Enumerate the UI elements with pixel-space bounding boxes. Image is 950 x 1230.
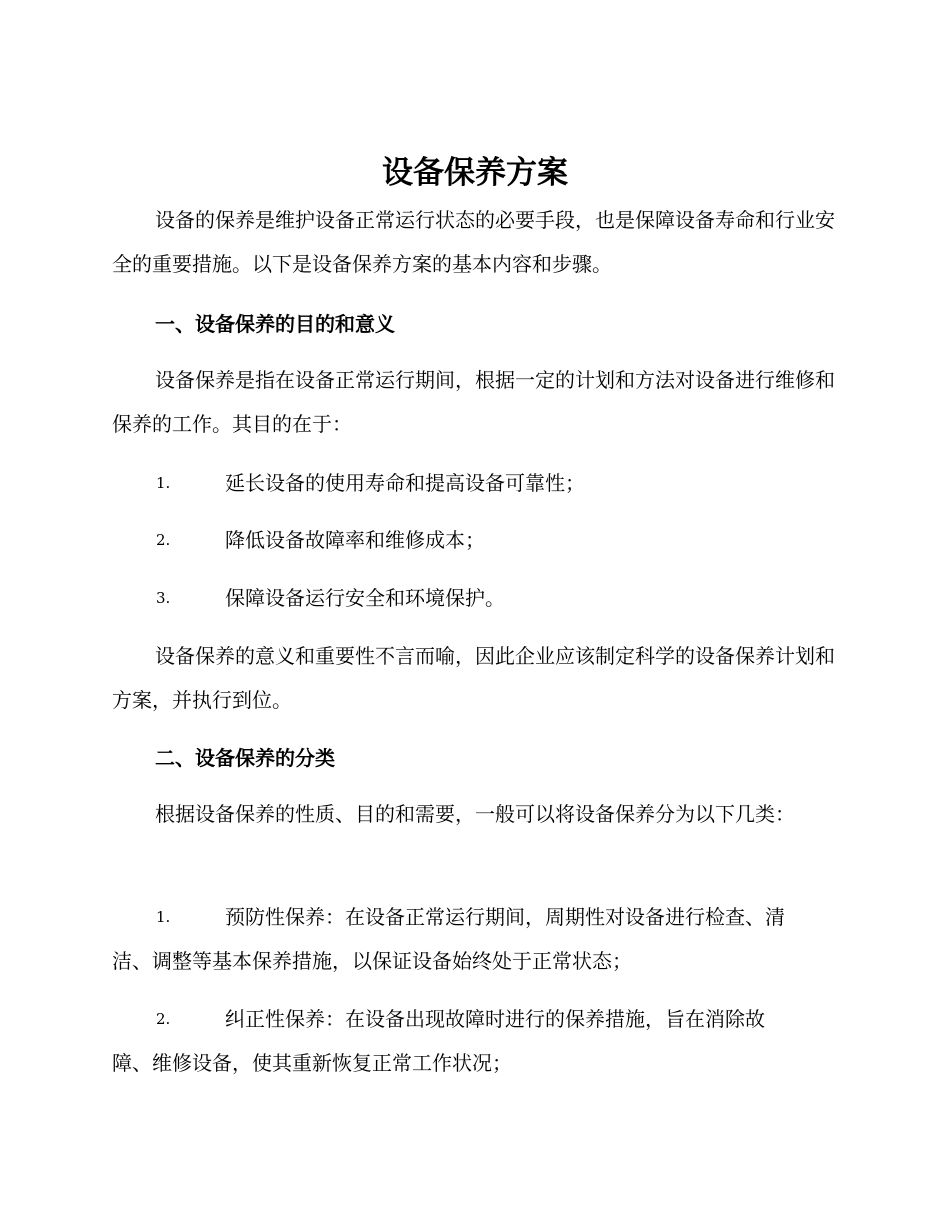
list-item (112, 576, 836, 620)
list-number: 2. (156, 1010, 171, 1028)
section-1-heading: 一、设备保养的目的和意义 (155, 312, 395, 336)
section-1-intro: 设备保养是指在设备正常运行期间，根据一定的计划和方法对设备进行维修和保养的工作。其目的在于： (112, 368, 835, 436)
document-title: 设备保养方案 (382, 155, 568, 191)
list-item (112, 518, 836, 562)
list-number: 1. (156, 908, 171, 926)
list-item (112, 461, 836, 505)
list-text: 延长设备的使用寿命和提高设备可靠性； (225, 471, 585, 495)
list-item (112, 997, 836, 1085)
section-2-heading: 二、设备保养的分类 (155, 746, 335, 770)
list-number: 1. (156, 474, 171, 492)
section-2-intro: 根据设备保养的性质、目的和需要，一般可以将设备保养分为以下几类： (155, 802, 795, 826)
list-item (112, 895, 836, 983)
list-text-line-1: 纠正性保养：在设备出现故障时进行的保养措施，旨在消除故 (225, 1007, 765, 1031)
list-text-line-2: 障、维修设备，使其重新恢复正常工作状况； (112, 1051, 512, 1075)
list-text: 降低设备故障率和维修成本； (225, 528, 485, 552)
list-text-line-1: 预防性保养：在设备正常运行期间，周期性对设备进行检查、清 (225, 905, 785, 929)
list-text: 保障设备运行安全和环境保护。 (225, 586, 505, 610)
intro-paragraph: 设备的保养是维护设备正常运行状态的必要手段，也是保障设备寿命和行业安全的重要措施。以下是设备保养方案的基本内容和步骤。 (112, 208, 835, 276)
list-text-line-2: 洁、调整等基本保养措施，以保证设备始终处于正常状态； (112, 949, 632, 973)
list-number: 3. (156, 589, 171, 607)
list-number: 2. (156, 531, 171, 549)
section-1-conclusion: 设备保养的意义和重要性不言而喻，因此企业应该制定科学的设备保养计划和方案，并执行到位。 (112, 644, 835, 712)
